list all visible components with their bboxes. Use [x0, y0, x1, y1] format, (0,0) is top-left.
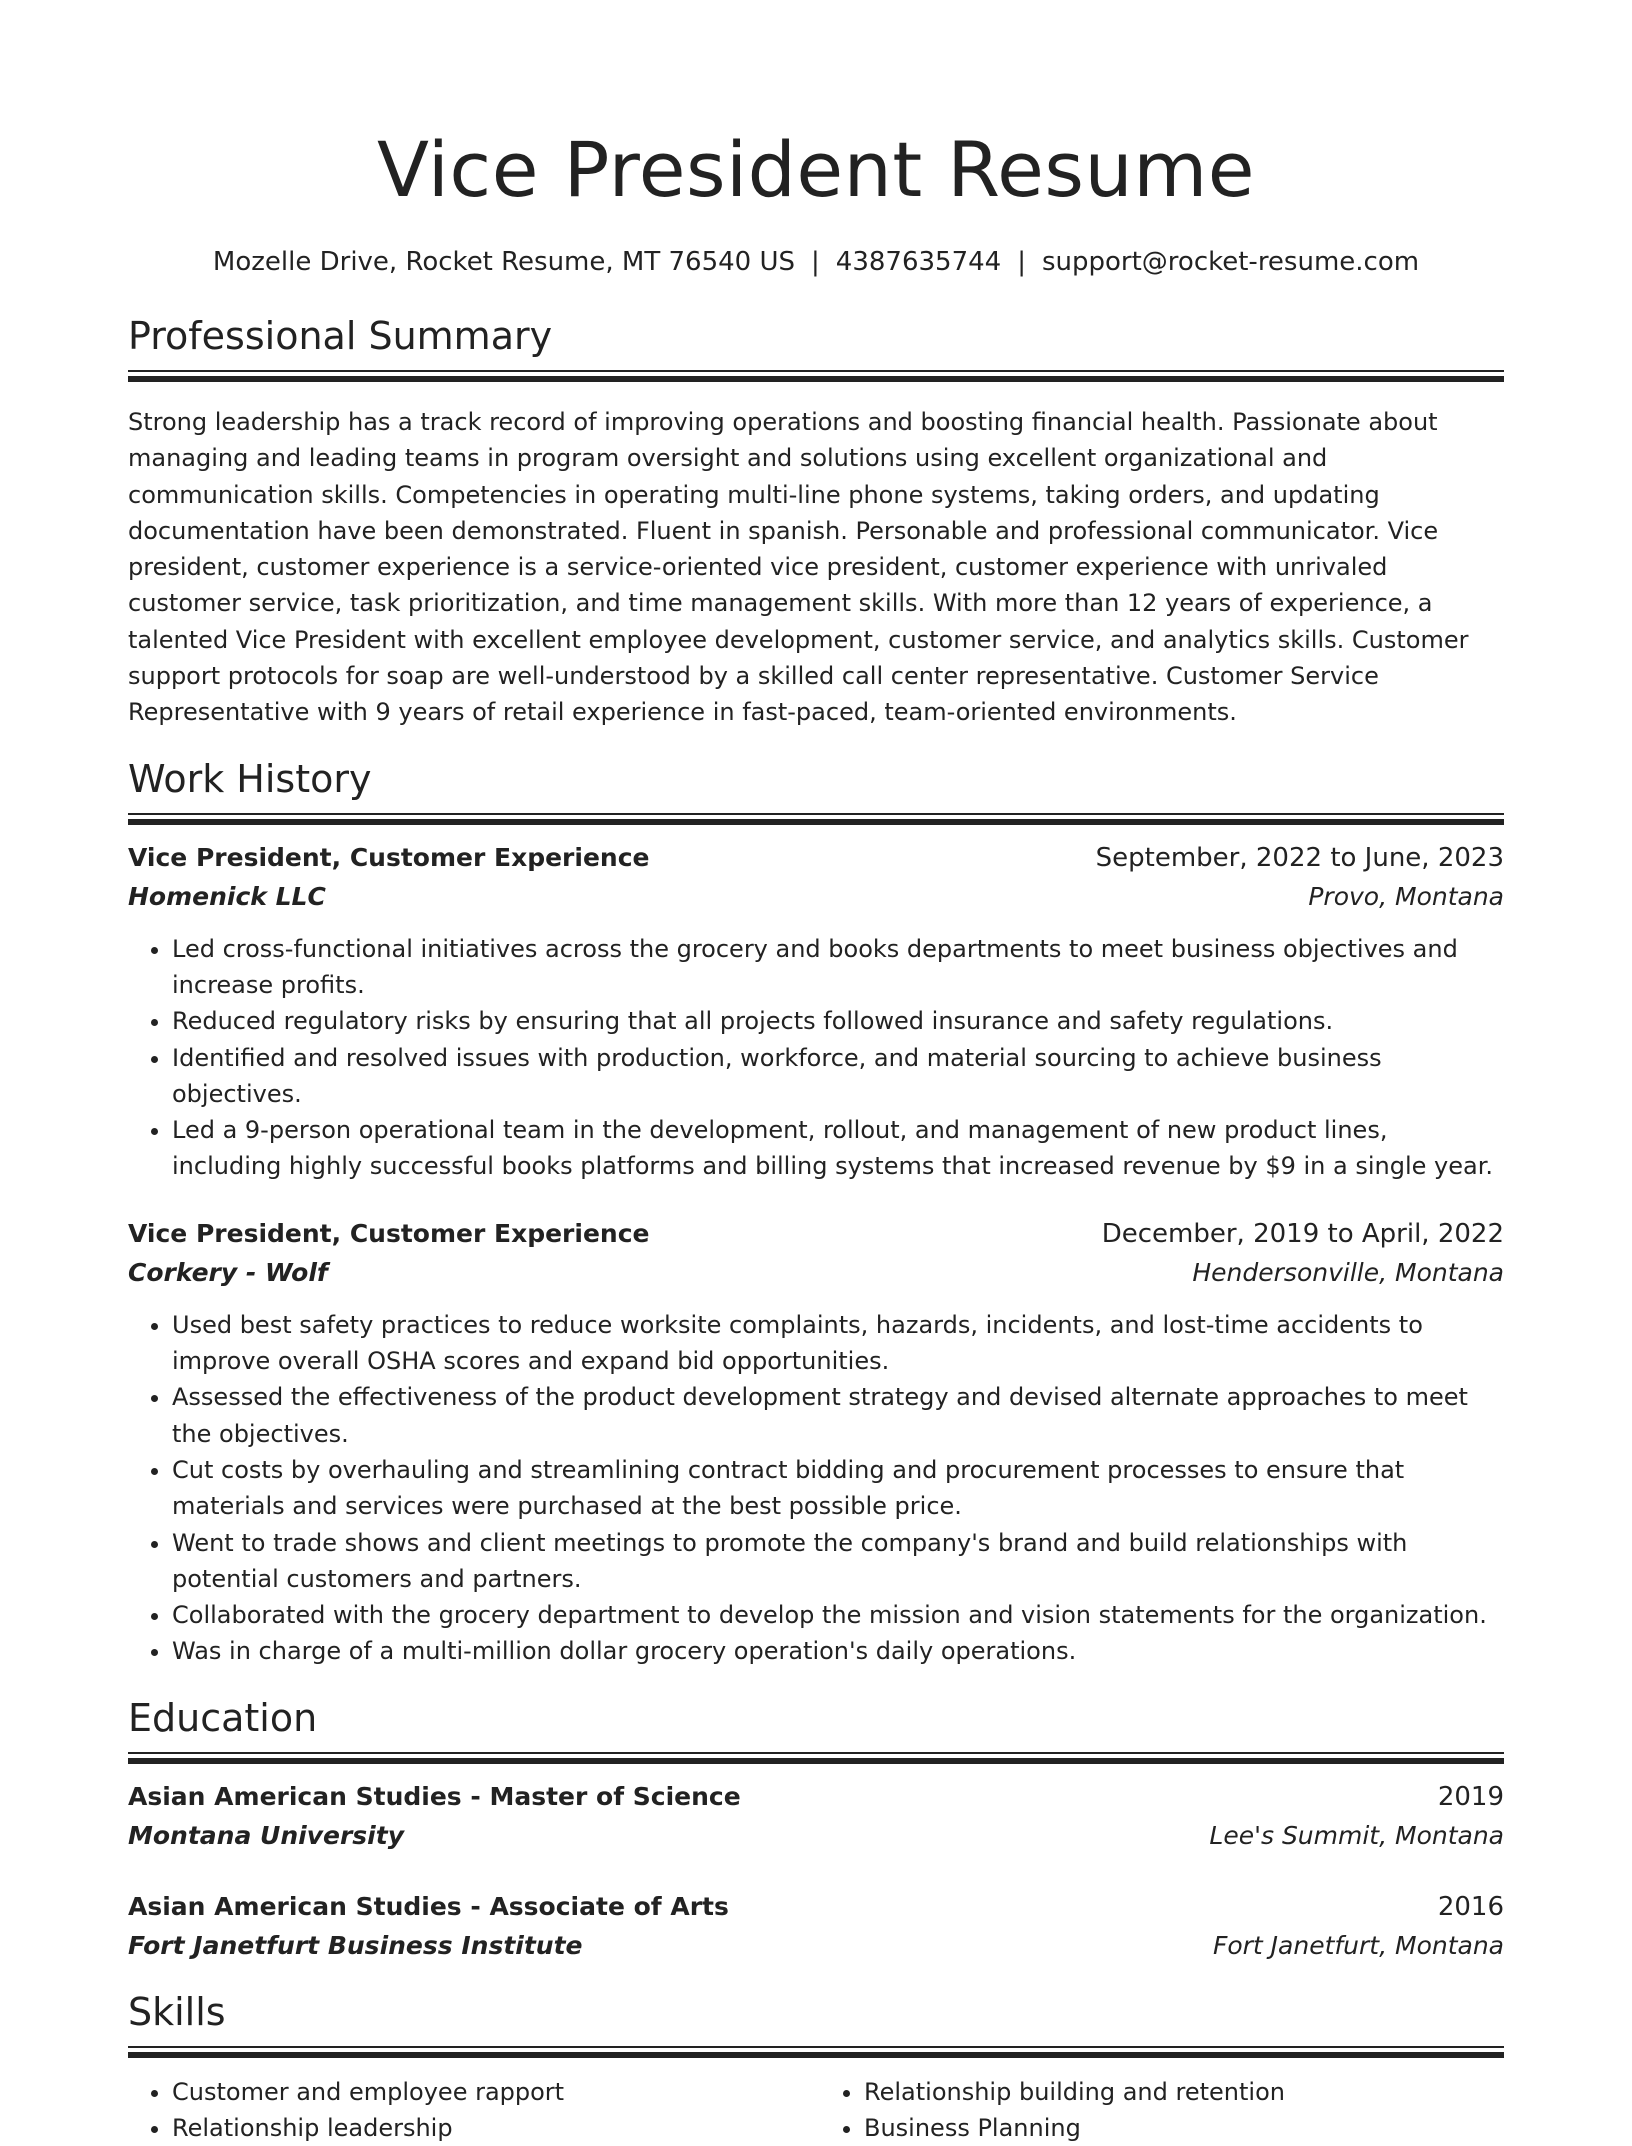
education-school: Fort Janetfurt Business Institute — [128, 1930, 583, 1960]
section-heading-education: Education — [128, 1695, 318, 1740]
job-title: Vice President, Customer Experience — [128, 842, 650, 872]
section-divider — [128, 370, 1504, 382]
section-divider — [128, 1752, 1504, 1764]
education-year: 2016 — [1437, 1891, 1504, 1922]
job-bullet: • Identified and resolved issues with production, workforce, and material sourcing to achieve business objectives. — [172, 1040, 1504, 1113]
resume-title: Vice President Resume — [376, 125, 1255, 214]
job-entry — [128, 839, 1504, 1185]
job-bullet: • Led cross-functional initiatives across the grocery and books departments to meet business objectives and increase profits. — [172, 931, 1504, 1004]
summary-section — [128, 310, 1504, 731]
work-history-section — [128, 753, 1504, 1670]
job-company: Homenick LLC — [128, 881, 326, 911]
contact-email: support@rocket-resume.com — [1041, 247, 1420, 277]
job-bullet: • Assessed the effectiveness of the product development strategy and devised alternate approaches to meet the objectives. — [172, 1379, 1504, 1452]
section-heading-work-history: Work History — [128, 756, 372, 801]
job-bullet-list — [128, 931, 1504, 1185]
job-dates: December, 2019 to April, 2022 — [1101, 1218, 1504, 1249]
skill-item: • Customer and employee rapport — [172, 2074, 812, 2110]
education-location: Fort Janetfurt, Montana — [1212, 1930, 1504, 1960]
education-degree: Asian American Studies - Master of Science — [128, 1781, 741, 1811]
skills-section — [128, 1986, 1504, 2146]
contact-address: Mozelle Drive, Rocket Resume, MT 76540 US — [212, 247, 796, 277]
education-entry — [128, 1888, 1504, 1966]
job-bullet: • Collaborated with the grocery department to develop the mission and vision statements for the organization. — [172, 1597, 1504, 1633]
education-year: 2019 — [1437, 1781, 1504, 1812]
education-degree: Asian American Studies - Associate of Arts — [128, 1891, 729, 1921]
job-bullet: • Used best safety practices to reduce worksite complaints, hazards, incidents, and lost-time accidents to improve overall OSHA scores and expand bid opportunities. — [172, 1307, 1504, 1380]
section-divider — [128, 813, 1504, 825]
skills-list-left — [128, 2074, 812, 2146]
job-entry — [128, 1215, 1504, 1670]
job-title: Vice President, Customer Experience — [128, 1218, 650, 1248]
skill-item: • Relationship leadership — [172, 2110, 812, 2146]
education-entry — [128, 1778, 1504, 1856]
contact-line — [128, 244, 1504, 280]
skills-list-right — [820, 2074, 1504, 2146]
section-heading-summary: Professional Summary — [128, 314, 553, 358]
summary-paragraph: Strong leadership has a track record of improving operations and boosting financial health. Passionate about managing and leading teams in program oversight and solutions using excellent organizational and communication skills. Competencies in operating multi-line phone systems, taking orders, and updating documentation have been demonstrated. Fluent in spanish. Personable and professional communicator. Vice president, customer experience is a service-oriented vice president, customer experience with unrivaled customer service, task prioritization, and time management skills. With more than 12 years of experience, a talented Vice President with excellent employee development, customer service, and analytics skills. Customer support protocols for soap are well-understood by a skilled call center representative. Customer Service Representative with 9 years of retail experience in fast-paced, team-oriented environments. — [128, 408, 1469, 727]
skill-item: • Business Planning — [864, 2110, 1504, 2146]
job-bullet: • Went to trade shows and client meetings to promote the company's brand and build relationships with potential customers and partners. — [172, 1525, 1504, 1598]
job-company: Corkery - Wolf — [128, 1257, 328, 1287]
education-school: Montana University — [128, 1820, 404, 1850]
job-dates: September, 2022 to June, 2023 — [1095, 842, 1504, 873]
contact-separator: | — [1017, 247, 1026, 277]
job-location: Provo, Montana — [1308, 881, 1504, 911]
education-location: Lee's Summit, Montana — [1209, 1820, 1504, 1850]
contact-phone: 4387635744 — [835, 247, 1002, 277]
job-bullet-list — [128, 1307, 1504, 1670]
section-divider — [128, 2046, 1504, 2058]
job-bullet: • Was in charge of a multi-million dollar grocery operation's daily operations. — [172, 1633, 1504, 1669]
job-bullet: • Led a 9-person operational team in the development, rollout, and management of new product lines, including highly successful books platforms and billing systems that increased revenue by $9 in a single year. — [172, 1112, 1504, 1185]
section-heading-skills: Skills — [128, 1989, 226, 2034]
skill-item: • Relationship building and retention — [864, 2074, 1504, 2110]
education-section — [128, 1692, 1504, 1966]
job-bullet: • Reduced regulatory risks by ensuring that all projects followed insurance and safety regulations. — [172, 1003, 1504, 1039]
job-bullet: • Cut costs by overhauling and streamlining contract bidding and procurement processes to ensure that materials and services were purchased at the best possible price. — [172, 1452, 1504, 1525]
job-location: Hendersonville, Montana — [1192, 1257, 1504, 1287]
skills-grid — [128, 2074, 1504, 2146]
contact-separator: | — [811, 247, 820, 277]
